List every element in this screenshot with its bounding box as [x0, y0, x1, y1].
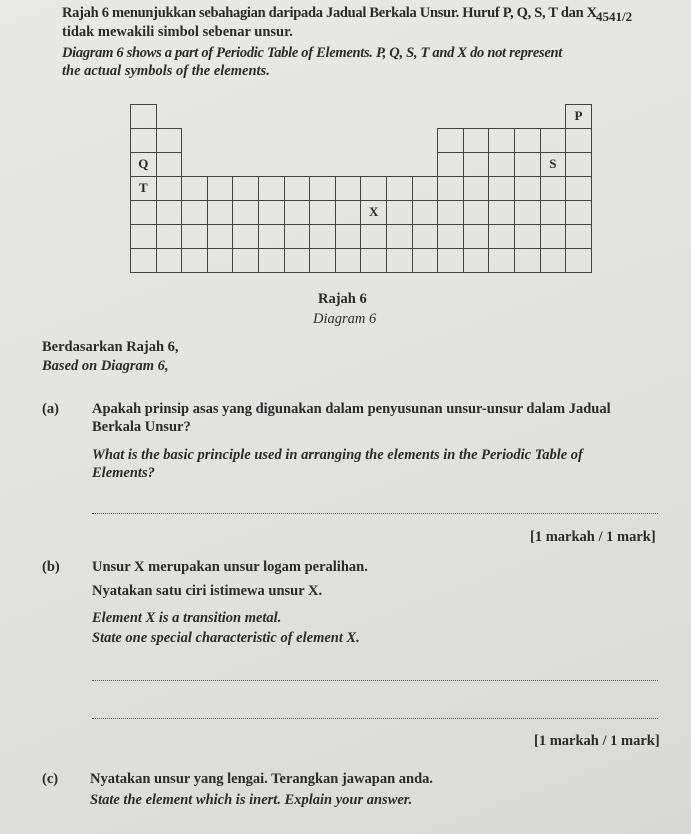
based-on-ms: Berdasarkan Rajah 6,: [42, 339, 179, 355]
table-cell: [360, 224, 387, 249]
table-cell: [232, 248, 259, 273]
table-cell: [130, 224, 157, 249]
diagram-caption-ms: Rajah 6: [318, 291, 367, 307]
answer-line[interactable]: [92, 513, 658, 514]
table-cell: [565, 224, 592, 249]
table-cell: [565, 152, 592, 177]
table-cell: [309, 176, 336, 201]
table-cell: [488, 200, 515, 225]
question-ms-line2: Nyatakan satu ciri istimewa unsur X.: [92, 583, 323, 599]
table-cell: [514, 248, 541, 273]
table-cell: [181, 176, 208, 201]
table-cell: [412, 176, 439, 201]
table-cell: [207, 248, 234, 273]
table-cell: [130, 152, 157, 177]
table-cell: [488, 224, 515, 249]
question-ms-line1: Nyatakan unsur yang lengai. Terangkan jawapan anda.: [90, 771, 434, 787]
table-cell: [284, 248, 311, 273]
table-cell: [437, 152, 464, 177]
table-cell: [514, 176, 541, 201]
question-en-line1: Element X is a transition metal.: [92, 610, 282, 626]
intro-ms-line2: tidak mewakili simbol sebenar unsur.: [62, 24, 293, 40]
table-cell: [258, 200, 285, 225]
table-cell: [309, 224, 336, 249]
table-cell: [437, 128, 464, 153]
table-cell: [232, 176, 259, 201]
based-on-en: Based on Diagram 6,: [42, 358, 169, 374]
table-cell: [207, 224, 234, 249]
intro-en-line1: Diagram 6 shows a part of Periodic Table of Elements. P, Q, S, T and X do not represent: [62, 45, 562, 61]
question-en-line2: Elements?: [92, 465, 155, 481]
element-symbol: P: [574, 108, 583, 123]
table-cell: [565, 128, 592, 153]
paper-code: 4541/2: [596, 9, 633, 24]
table-cell: [412, 224, 439, 249]
table-cell: [360, 248, 387, 273]
table-cell: [540, 224, 567, 249]
table-cell: [565, 104, 592, 129]
table-cell: [335, 176, 362, 201]
table-cell: [540, 152, 567, 177]
table-cell: [540, 200, 567, 225]
table-cell: [156, 200, 183, 225]
table-cell: [463, 224, 490, 249]
table-cell: [130, 248, 157, 273]
question-label: (b): [42, 559, 60, 575]
marks: [1 markah / 1 mark]: [534, 733, 660, 749]
table-cell: [284, 176, 311, 201]
table-cell: [514, 128, 541, 153]
table-cell: [156, 128, 183, 153]
table-cell: [565, 200, 592, 225]
table-cell: [232, 200, 259, 225]
question-ms-line1: Apakah prinsip asas yang digunakan dalam penyusunan unsur-unsur dalam Jadual: [92, 401, 611, 417]
table-cell: [156, 224, 183, 249]
question-en-line1: State the element which is inert. Explain your answer.: [90, 792, 413, 808]
table-cell: [309, 200, 336, 225]
question-ms-line1: Unsur X merupakan unsur logam peralihan.: [92, 559, 368, 575]
table-cell: [258, 248, 285, 273]
table-cell: [386, 200, 413, 225]
table-cell: [181, 224, 208, 249]
question-label: (c): [42, 771, 59, 787]
table-cell: [156, 152, 183, 177]
answer-line[interactable]: [92, 718, 658, 719]
table-cell: [514, 200, 541, 225]
table-cell: [565, 248, 592, 273]
table-cell: [386, 224, 413, 249]
table-cell: [181, 248, 208, 273]
table-cell: [284, 224, 311, 249]
table-cell: [488, 176, 515, 201]
element-symbol: S: [549, 156, 557, 171]
table-cell: [258, 176, 285, 201]
table-cell: [130, 128, 157, 153]
table-cell: [386, 248, 413, 273]
table-cell: [258, 224, 285, 249]
element-symbol: X: [368, 204, 379, 219]
table-cell: [437, 176, 464, 201]
table-cell: [565, 176, 592, 201]
table-cell: [540, 248, 567, 273]
intro-en-line2: the actual symbols of the elements.: [62, 63, 270, 79]
table-cell: [335, 248, 362, 273]
table-cell: [437, 200, 464, 225]
table-cell: [309, 248, 336, 273]
table-cell: [360, 176, 387, 201]
table-cell: [463, 176, 490, 201]
table-cell: [514, 224, 541, 249]
diagram-caption-en: Diagram 6: [313, 311, 377, 327]
table-cell: [156, 248, 183, 273]
table-cell: [412, 200, 439, 225]
question-ms-line2: Berkala Unsur?: [92, 419, 191, 435]
table-cell: [463, 248, 490, 273]
table-cell: [207, 200, 234, 225]
element-symbol: Q: [138, 156, 149, 171]
table-cell: [130, 200, 157, 225]
question-en-line2: State one special characteristic of element X.: [92, 630, 360, 646]
table-cell: [232, 224, 259, 249]
table-cell: [156, 176, 183, 201]
table-cell: [284, 200, 311, 225]
table-cell: [437, 248, 464, 273]
table-cell: [412, 248, 439, 273]
element-symbol: T: [138, 180, 148, 195]
intro-ms-line1: Rajah 6 menunjukkan sebahagian daripada Jadual Berkala Unsur. Huruf P, Q, S, T dan X: [62, 5, 597, 21]
question-en-line1: What is the basic principle used in arranging the elements in the Periodic Table of: [92, 447, 583, 463]
table-cell: [335, 200, 362, 225]
table-cell: [207, 176, 234, 201]
table-cell: [488, 248, 515, 273]
table-cell: [463, 152, 490, 177]
question-label: (a): [42, 401, 59, 417]
marks: [1 markah / 1 mark]: [530, 529, 656, 545]
table-cell: [130, 176, 157, 201]
table-cell: [514, 152, 541, 177]
table-cell: [540, 176, 567, 201]
table-cell: [488, 128, 515, 153]
answer-line[interactable]: [92, 680, 658, 681]
table-cell: [488, 152, 515, 177]
table-cell: [386, 176, 413, 201]
table-cell: [437, 224, 464, 249]
table-cell: [335, 224, 362, 249]
table-cell: [130, 104, 157, 129]
table-cell: [360, 200, 387, 225]
table-cell: [463, 200, 490, 225]
table-cell: [181, 200, 208, 225]
table-cell: [540, 128, 567, 153]
table-cell: [463, 128, 490, 153]
